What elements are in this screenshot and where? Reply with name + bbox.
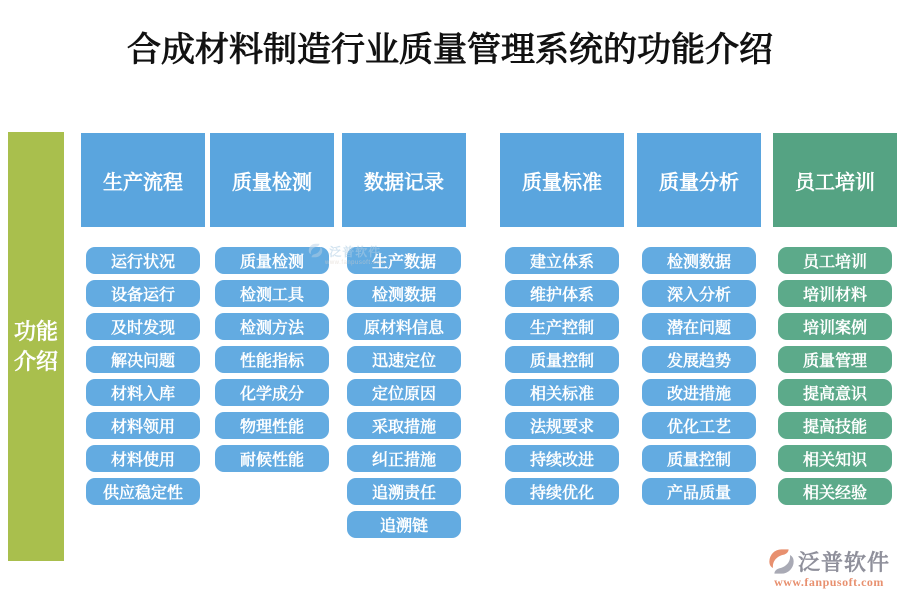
watermark-brand: 泛普软件 (329, 245, 382, 259)
feature-item: 生产控制 (505, 313, 619, 340)
watermark-url: www.fanpusoft.com (325, 260, 386, 266)
column-items (342, 247, 466, 538)
column-quality-inspection (210, 133, 334, 472)
feature-item: 相关标准 (505, 379, 619, 406)
feature-item: 相关知识 (778, 445, 892, 472)
feature-item: 定位原因 (347, 379, 461, 406)
feature-item: 改进措施 (642, 379, 756, 406)
feature-item: 物理性能 (215, 412, 329, 439)
feature-item: 建立体系 (505, 247, 619, 274)
feature-columns (0, 133, 900, 563)
feature-item: 质量检测 (215, 247, 329, 274)
feature-item: 持续改进 (505, 445, 619, 472)
column-quality-analysis (637, 133, 761, 505)
feature-item: 质量管理 (778, 346, 892, 373)
feature-item: 提高技能 (778, 412, 892, 439)
column-header-quality-inspection: 质量检测 (210, 133, 334, 227)
feature-item: 培训案例 (778, 313, 892, 340)
feature-item: 材料领用 (86, 412, 200, 439)
feature-item: 检测数据 (347, 280, 461, 307)
feature-item: 材料入库 (86, 379, 200, 406)
brand-url: www.fanpusoft.com (774, 575, 884, 589)
column-quality-standards (500, 133, 624, 505)
feature-item: 纠正措施 (347, 445, 461, 472)
column-production-process (81, 133, 205, 505)
feature-item: 运行状况 (86, 247, 200, 274)
feature-item: 迅速定位 (347, 346, 461, 373)
feature-item: 解决问题 (86, 346, 200, 373)
column-employee-training (773, 133, 897, 505)
feature-item: 化学成分 (215, 379, 329, 406)
feature-item: 及时发现 (86, 313, 200, 340)
feature-item: 耐候性能 (215, 445, 329, 472)
feature-item: 法规要求 (505, 412, 619, 439)
feature-item: 员工培训 (778, 247, 892, 274)
feature-item: 采取措施 (347, 412, 461, 439)
column-items (773, 247, 897, 505)
column-items (500, 247, 624, 505)
feature-item: 检测方法 (215, 313, 329, 340)
feature-item: 设备运行 (86, 280, 200, 307)
feature-item: 追溯链 (347, 511, 461, 538)
feature-item: 质量控制 (642, 445, 756, 472)
column-items (81, 247, 205, 505)
column-data-recording (342, 133, 466, 538)
column-header-quality-analysis: 质量分析 (637, 133, 761, 227)
feature-item: 产品质量 (642, 478, 756, 505)
feature-item: 材料使用 (86, 445, 200, 472)
feature-item: 检测工具 (215, 280, 329, 307)
feature-item: 供应稳定性 (86, 478, 200, 505)
feature-item: 性能指标 (215, 346, 329, 373)
brand-footer (768, 546, 890, 590)
feature-item: 持续优化 (505, 478, 619, 505)
feature-item: 深入分析 (642, 280, 756, 307)
feature-item: 相关经验 (778, 478, 892, 505)
column-header-quality-standards: 质量标准 (500, 133, 624, 227)
feature-item: 原材料信息 (347, 313, 461, 340)
feature-item: 维护体系 (505, 280, 619, 307)
feature-item: 提高意识 (778, 379, 892, 406)
feature-item: 生产数据 (347, 247, 461, 274)
feature-item: 培训材料 (778, 280, 892, 307)
column-items (210, 247, 334, 472)
sidebar-label: 功能介绍 (14, 318, 59, 374)
feature-item: 质量控制 (505, 346, 619, 373)
column-header-production-process: 生产流程 (81, 133, 205, 227)
feature-item: 检测数据 (642, 247, 756, 274)
feature-item: 追溯责任 (347, 478, 461, 505)
page-title: 合成材料制造行业质量管理系统的功能介绍 (127, 31, 773, 69)
feature-item: 潜在问题 (642, 313, 756, 340)
fanpu-logo-icon (768, 548, 795, 575)
column-header-employee-training: 员工培训 (773, 133, 897, 227)
brand-name: 泛普软件 (797, 550, 890, 575)
column-header-data-recording: 数据记录 (342, 133, 466, 227)
feature-item: 发展趋势 (642, 346, 756, 373)
column-items (637, 247, 761, 505)
feature-item: 优化工艺 (642, 412, 756, 439)
